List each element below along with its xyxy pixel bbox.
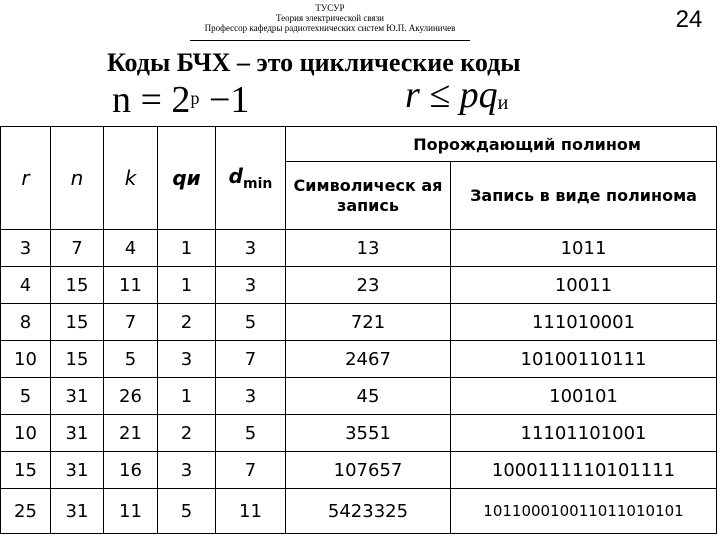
- cell-q: 1: [158, 230, 216, 267]
- cell-symbolic: 45: [286, 378, 451, 415]
- table-row: [1, 489, 717, 534]
- formula-r-main: r ≤ pq: [405, 74, 498, 116]
- col-header-d-main: d: [228, 164, 243, 188]
- col-header-n: n: [51, 127, 104, 230]
- table-row: [1, 267, 717, 304]
- cell-k: 5: [104, 341, 158, 378]
- cell-q: 3: [158, 341, 216, 378]
- cell-k: 21: [104, 415, 158, 452]
- table-row: [1, 378, 717, 415]
- header-course: Теория электрической связи: [275, 13, 384, 23]
- cell-q: 1: [158, 378, 216, 415]
- cell-q: 3: [158, 452, 216, 489]
- cell-polynomial: 1000111110101111: [451, 452, 717, 489]
- col-header-q: [158, 127, 216, 230]
- col-header-q-main: q: [172, 166, 187, 190]
- cell-n: 31: [51, 415, 104, 452]
- header-author: Профессор кафедры радиотехнических систем Ю.П. Акулиничев: [204, 23, 456, 33]
- cell-dmin: 11: [216, 489, 286, 534]
- cell-r: 15: [1, 452, 51, 489]
- cell-polynomial: 101100010011011010101: [451, 489, 717, 534]
- cell-n: 7: [51, 230, 104, 267]
- cell-dmin: 5: [216, 415, 286, 452]
- cell-k: 16: [104, 452, 158, 489]
- cell-n: 15: [51, 341, 104, 378]
- cell-n: 15: [51, 267, 104, 304]
- formula-n-lhs: n = 2: [112, 79, 191, 121]
- col-header-r: r: [1, 127, 51, 230]
- cell-dmin: 3: [216, 378, 286, 415]
- header-university: ТУСУР: [315, 3, 345, 13]
- formula-check-bits: [405, 73, 508, 117]
- cell-r: 8: [1, 304, 51, 341]
- cell-polynomial: 111010001: [451, 304, 717, 341]
- formula-n-rhs: −1: [199, 79, 250, 121]
- bch-codes-table: [0, 126, 717, 534]
- cell-r: 5: [1, 378, 51, 415]
- slide-title: Коды БЧХ – это циклические коды: [107, 48, 521, 77]
- table-row: [1, 415, 717, 452]
- cell-k: 11: [104, 267, 158, 304]
- col-header-q-sub: и: [186, 166, 201, 190]
- cell-dmin: 7: [216, 452, 286, 489]
- cell-n: 31: [51, 378, 104, 415]
- cell-dmin: 3: [216, 230, 286, 267]
- col-header-dmin: [216, 127, 286, 230]
- cell-k: 7: [104, 304, 158, 341]
- group-header-generator-polynomial: Порождающий полином: [286, 127, 717, 162]
- cell-n: 15: [51, 304, 104, 341]
- cell-symbolic: 2467: [286, 341, 451, 378]
- cell-n: 31: [51, 452, 104, 489]
- cell-dmin: 5: [216, 304, 286, 341]
- cell-polynomial: 10011: [451, 267, 717, 304]
- cell-q: 1: [158, 267, 216, 304]
- cell-r: 3: [1, 230, 51, 267]
- table-row: [1, 230, 717, 267]
- table-row: [1, 452, 717, 489]
- cell-polynomial: 100101: [451, 378, 717, 415]
- cell-symbolic: 107657: [286, 452, 451, 489]
- cell-r: 25: [1, 489, 51, 534]
- cell-r: 4: [1, 267, 51, 304]
- col-header-d-sub: min: [242, 176, 273, 192]
- cell-q: 2: [158, 304, 216, 341]
- cell-polynomial: 11101101001: [451, 415, 717, 452]
- cell-k: 26: [104, 378, 158, 415]
- cell-symbolic: 3551: [286, 415, 451, 452]
- cell-r: 10: [1, 341, 51, 378]
- cell-dmin: 7: [216, 341, 286, 378]
- cell-symbolic: 5423325: [286, 489, 451, 534]
- cell-q: 2: [158, 415, 216, 452]
- cell-symbolic: 13: [286, 230, 451, 267]
- col-header-symbolic: Символическ ая запись: [286, 162, 451, 230]
- cell-symbolic: 721: [286, 304, 451, 341]
- cell-polynomial: 1011: [451, 230, 717, 267]
- col-header-k: k: [104, 127, 158, 230]
- cell-k: 11: [104, 489, 158, 534]
- formula-code-length: [112, 78, 249, 122]
- table-row: [1, 304, 717, 341]
- cell-k: 4: [104, 230, 158, 267]
- slide-header: [190, 0, 470, 41]
- formula-n-exponent: p: [190, 88, 200, 108]
- cell-dmin: 3: [216, 267, 286, 304]
- cell-q: 5: [158, 489, 216, 534]
- cell-polynomial: 10100110111: [451, 341, 717, 378]
- col-header-polynomial: Запись в виде полинома: [451, 162, 717, 230]
- cell-r: 10: [1, 415, 51, 452]
- formula-r-sub: и: [497, 92, 509, 114]
- table-row: [1, 341, 717, 378]
- cell-n: 31: [51, 489, 104, 534]
- cell-symbolic: 23: [286, 267, 451, 304]
- page-number: 24: [675, 6, 703, 33]
